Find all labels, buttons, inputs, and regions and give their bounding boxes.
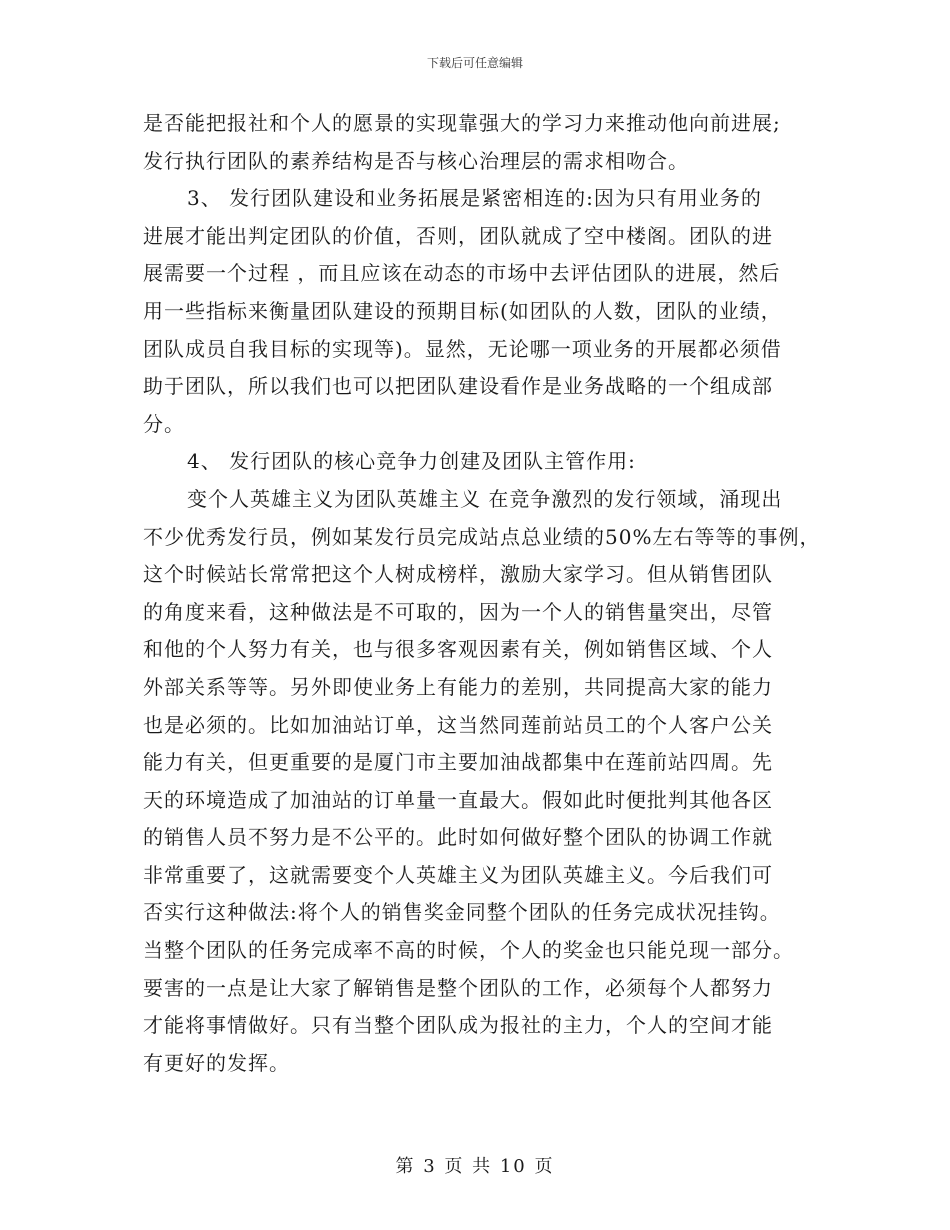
- paragraph-line: 能力有关，但更重要的是厦门市主要加油战都集中在莲前站四周。先: [143, 750, 773, 775]
- paragraph-line: 3、 发行团队建设和业务拓展是紧密相连的:因为只有用业务的: [187, 186, 762, 211]
- document-body: [143, 105, 833, 1082]
- paragraph-line: 发行执行团队的素养结构是否与核心治理层的需求相吻合。: [143, 148, 689, 173]
- paragraph-line: 变个人英雄主义为团队英雄主义 在竞争激烈的发行领域，涌现出: [187, 486, 783, 511]
- paragraph-line: 团队成员自我目标的实现等)。显然，无论哪一项业务的开展都必须借: [143, 336, 782, 361]
- paragraph-line: 不少优秀发行员，例如某发行员完成站点总业绩的50%左右等等的事例，: [143, 524, 821, 549]
- paragraph-line: 是否能把报社和个人的愿景的实现靠强大的学习力来推动他向前进展;: [143, 111, 781, 135]
- paragraph-line: 非常重要了，这就需要变个人英雄主义为团队英雄主义。今后我们可: [143, 862, 773, 887]
- page-number: 第 3 页 共 10 页: [395, 1156, 555, 1177]
- paragraph-line: 分。: [143, 411, 185, 436]
- paragraph-line: 进展才能出判定团队的价值，否则，团队就成了空中楼阁。团队的进: [143, 223, 773, 248]
- paragraph-line: 否实行这种做法:将个人的销售奖金同整个团队的任务完成状况挂钩。: [143, 900, 781, 925]
- paragraph-line: 当整个团队的任务完成率不高的时候，个人的奖金也只能兑现一部分。: [143, 938, 794, 963]
- paragraph-line: 这个时候站长常常把这个人树成榜样，激励大家学习。但从销售团队: [143, 562, 773, 587]
- paragraph-line: 要害的一点是让大家了解销售是整个团队的工作，必须每个人都努力: [143, 975, 773, 1000]
- paragraph-line: 展需要一个过程 ，而且应该在动态的市场中去评估团队的进展，然后: [143, 261, 781, 286]
- paragraph-line: 才能将事情做好。只有当整个团队成为报社的主力，个人的空间才能: [143, 1013, 773, 1038]
- paragraph-line: 外部关系等等。另外即使业务上有能力的差别，共同提高大家的能力: [143, 674, 773, 699]
- paragraph-line: 4、 发行团队的核心竞争力创建及团队主管作用:: [187, 449, 636, 474]
- paragraph-line: 助于团队，所以我们也可以把团队建设看作是业务战略的一个组成部: [143, 374, 773, 399]
- page-header: 下载后可任意编辑: [426, 56, 523, 70]
- paragraph-line: 也是必须的。比如加油站订单，这当然同莲前站员工的个人客户公关: [143, 712, 773, 737]
- paragraph-line: 天的环境造成了加油站的订单量一直最大。假如此时便批判其他各区: [143, 787, 773, 812]
- paragraph-line: 的销售人员不努力是不公平的。此时如何做好整个团队的协调工作就: [143, 825, 773, 850]
- paragraph-line: 用一些指标来衡量团队建设的预期目标(如团队的人数，团队的业绩，: [143, 298, 782, 323]
- paragraph-line: 有更好的发挥。: [143, 1050, 290, 1075]
- paragraph-line: 的角度来看，这种做法是不可取的，因为一个人的销售量突出，尽管: [143, 599, 773, 624]
- paragraph-line: 和他的个人努力有关，也与很多客观因素有关，例如销售区域、个人: [143, 637, 773, 662]
